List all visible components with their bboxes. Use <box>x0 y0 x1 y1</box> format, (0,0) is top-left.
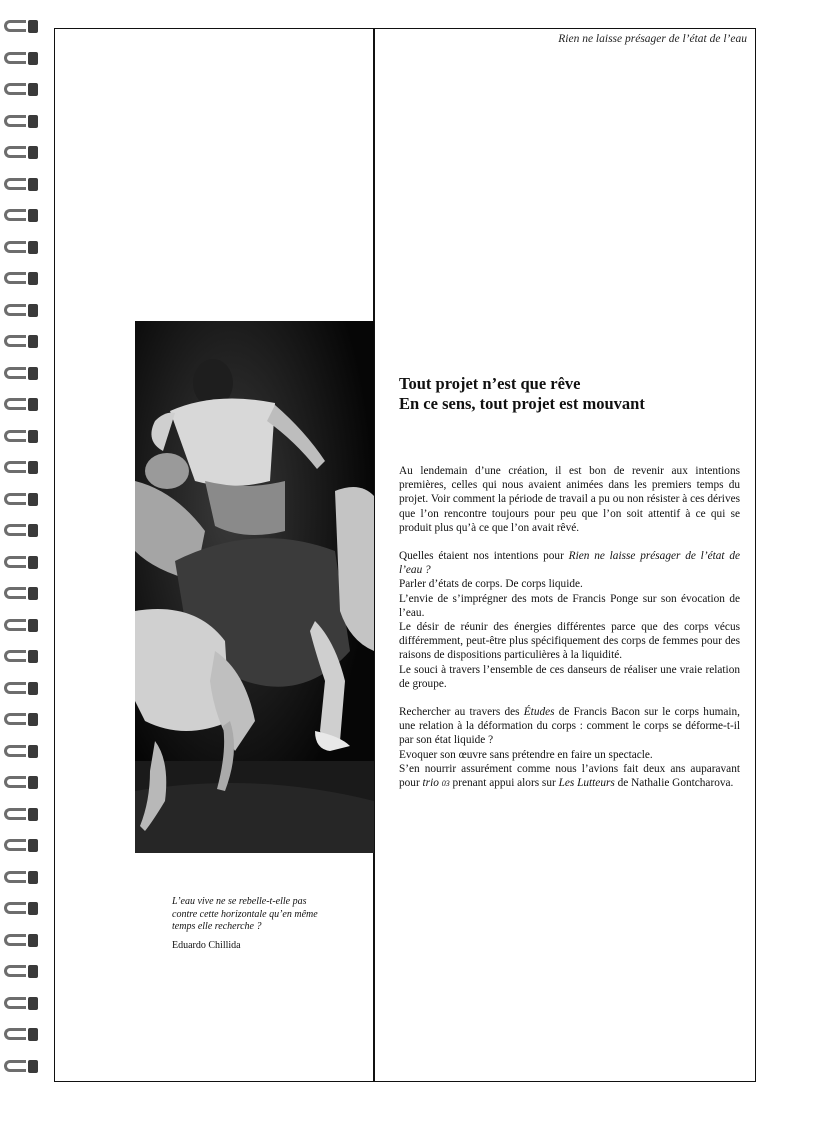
binding-hole <box>28 745 38 758</box>
binding-ring <box>4 648 40 666</box>
p2-line-5: Le souci à travers l’ensemble de ces danseurs de réaliser une vraie relation de groupe. <box>399 663 740 690</box>
binding-hole <box>28 682 38 695</box>
binding-ring <box>4 333 40 351</box>
binding-wire <box>4 871 26 883</box>
binding-ring <box>4 18 40 36</box>
binding-ring <box>4 995 40 1013</box>
binding-hole <box>28 871 38 884</box>
binding-wire <box>4 493 26 505</box>
binding-hole <box>28 272 38 285</box>
binding-wire <box>4 682 26 694</box>
p2-line-3: L’envie de s’imprégner des mots de Francis Ponge sur son évocation de l’eau. <box>399 592 740 619</box>
binding-wire <box>4 524 26 536</box>
binding-wire <box>4 146 26 158</box>
binding-ring <box>4 806 40 824</box>
binding-ring <box>4 1058 40 1076</box>
binding-ring <box>4 900 40 918</box>
binding-hole <box>28 556 38 569</box>
binding-hole <box>28 241 38 254</box>
binding-ring <box>4 711 40 729</box>
binding-ring <box>4 239 40 257</box>
binding-ring <box>4 585 40 603</box>
paragraph-2 <box>399 549 740 691</box>
binding-ring <box>4 207 40 225</box>
binding-ring <box>4 81 40 99</box>
binding-wire <box>4 934 26 946</box>
binding-hole <box>28 776 38 789</box>
spiral-binding <box>0 18 46 1098</box>
binding-ring <box>4 869 40 887</box>
binding-wire <box>4 241 26 253</box>
binding-wire <box>4 398 26 410</box>
binding-hole <box>28 461 38 474</box>
binding-ring <box>4 459 40 477</box>
binding-wire <box>4 430 26 442</box>
binding-wire <box>4 52 26 64</box>
p3-rest: de Francis Bacon sur le corps humain, une relation à la déformation du corps : comment le corps se déforme-t-il par son état liquide ? <box>399 706 741 747</box>
p3-line-2: Evoquer son œuvre sans prétendre en faire un spectacle. <box>399 748 653 761</box>
binding-wire <box>4 713 26 725</box>
binding-hole <box>28 178 38 191</box>
binding-wire <box>4 304 26 316</box>
binding-wire <box>4 115 26 127</box>
binding-hole <box>28 304 38 317</box>
binding-hole <box>28 619 38 632</box>
p3-trio-number: 03 <box>441 779 450 789</box>
paragraph-3 <box>399 705 740 791</box>
binding-wire <box>4 776 26 788</box>
dance-photo-image <box>135 321 374 853</box>
binding-wire <box>4 461 26 473</box>
binding-wire <box>4 650 26 662</box>
p3-trio: trio <box>422 777 439 790</box>
binding-wire <box>4 839 26 851</box>
p2-line-4: Le désir de réunir des énergies différentes parce que des corps vécus différemment, peut-être plus spécifiquement des corps de femmes pour des raisons de dispositions particulières à la liquidité. <box>399 621 740 662</box>
section-heading <box>399 374 739 414</box>
binding-wire <box>4 902 26 914</box>
binding-ring <box>4 176 40 194</box>
binding-hole <box>28 83 38 96</box>
binding-hole <box>28 430 38 443</box>
binding-ring <box>4 144 40 162</box>
binding-hole <box>28 146 38 159</box>
binding-ring <box>4 428 40 446</box>
binding-wire <box>4 209 26 221</box>
binding-ring <box>4 963 40 981</box>
binding-wire <box>4 1060 26 1072</box>
p3-line-3-end: de Nathalie Gontcharova. <box>617 777 734 790</box>
binding-wire <box>4 272 26 284</box>
binding-hole <box>28 839 38 852</box>
binding-wire <box>4 745 26 757</box>
binding-hole <box>28 52 38 65</box>
p3-line-3-start: S’en nourrir assurément comme nous l’avions fait deux ans auparavant pour <box>399 762 740 790</box>
binding-wire <box>4 997 26 1009</box>
binding-wire <box>4 619 26 631</box>
binding-ring <box>4 396 40 414</box>
binding-ring <box>4 302 40 320</box>
paragraph-1: Au lendemain d’une création, il est bon de revenir aux intentions premières, celles qui nous avaient animées dans les premiers temps du projet. Voir comment la période de travail a pu ou non résister à ces dérives que l’on rencontre toujours pour peu que l’on soit attentif à ce qui se produit plus qu’à ce que l’on avait rêvé. <box>399 465 740 534</box>
caption-author: Eduardo Chillida <box>172 939 241 951</box>
body-text <box>399 464 740 805</box>
binding-wire <box>4 587 26 599</box>
caption-quote: L’eau vive ne se rebelle-t-elle pas contre cette horizontale qu’en même temps elle recherche ? <box>172 896 318 932</box>
binding-ring <box>4 522 40 540</box>
heading-line-1: Tout projet n’est que rêve <box>399 374 581 393</box>
binding-wire <box>4 367 26 379</box>
binding-hole <box>28 209 38 222</box>
p3-etudes: Études <box>523 706 555 719</box>
p2-intro: Quelles étaient nos intentions pour <box>399 550 564 563</box>
binding-wire <box>4 83 26 95</box>
p2-line-2: Parler d’états de corps. De corps liquide. <box>399 578 583 591</box>
heading-line-2: En ce sens, tout projet est mouvant <box>399 394 645 413</box>
binding-hole <box>28 493 38 506</box>
binding-ring <box>4 270 40 288</box>
binding-hole <box>28 997 38 1010</box>
binding-wire <box>4 178 26 190</box>
binding-hole <box>28 650 38 663</box>
binding-hole <box>28 20 38 33</box>
binding-ring <box>4 50 40 68</box>
binding-hole <box>28 367 38 380</box>
binding-ring <box>4 617 40 635</box>
binding-ring <box>4 774 40 792</box>
binding-ring <box>4 1026 40 1044</box>
binding-hole <box>28 1028 38 1041</box>
binding-ring <box>4 491 40 509</box>
binding-hole <box>28 808 38 821</box>
binding-hole <box>28 965 38 978</box>
binding-wire <box>4 965 26 977</box>
running-header: Rien ne laisse présager de l’état de l’eau <box>558 33 747 45</box>
binding-wire <box>4 556 26 568</box>
binding-hole <box>28 115 38 128</box>
binding-hole <box>28 335 38 348</box>
photo-caption <box>172 896 362 952</box>
binding-hole <box>28 398 38 411</box>
binding-ring <box>4 680 40 698</box>
binding-wire <box>4 808 26 820</box>
p3-line-3 <box>399 762 740 791</box>
binding-hole <box>28 524 38 537</box>
p2-title: Rien ne laisse présager de l’état de l’eau ? <box>399 550 740 577</box>
binding-ring <box>4 113 40 131</box>
binding-hole <box>28 934 38 947</box>
binding-hole <box>28 902 38 915</box>
binding-ring <box>4 365 40 383</box>
binding-wire <box>4 335 26 347</box>
p3-line-3-mid: prenant appui alors sur <box>452 777 556 790</box>
binding-hole <box>28 713 38 726</box>
dance-photo <box>135 321 374 853</box>
binding-ring <box>4 932 40 950</box>
p3-lutteurs: Les Lutteurs <box>558 777 615 790</box>
binding-hole <box>28 1060 38 1073</box>
binding-ring <box>4 554 40 572</box>
binding-ring <box>4 837 40 855</box>
binding-hole <box>28 587 38 600</box>
binding-wire <box>4 20 26 32</box>
binding-ring <box>4 743 40 761</box>
binding-wire <box>4 1028 26 1040</box>
p3-start: Rechercher au travers des <box>399 706 520 719</box>
